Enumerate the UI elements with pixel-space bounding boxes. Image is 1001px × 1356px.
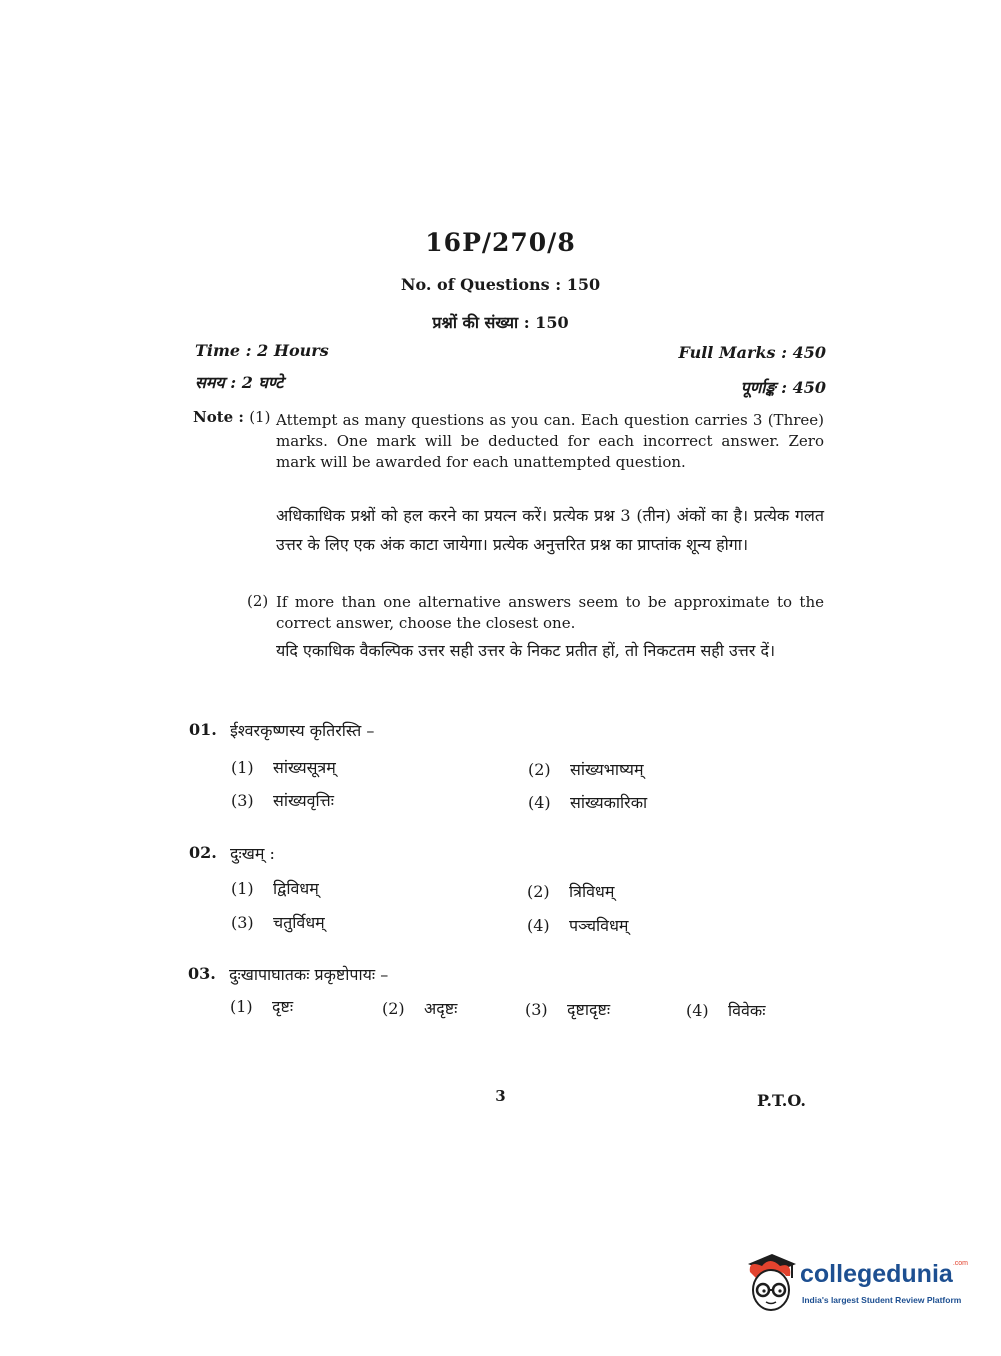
note-item1-hi: अधिकाधिक प्रश्नों को हल करने का प्रयत्न करें। प्रत्येक प्रश्न 3 (तीन) अंकों का है। प्रत्येक गलत उत्तर के लिए एक अंक काटा जायेगा। प्रत्येक अनुत्तरित प्रश्न का प्राप्तांक शून्य होगा। (276, 506, 824, 554)
pto-label: P.T.O. (757, 1091, 806, 1110)
option (686, 999, 765, 1021)
brand-name (800, 1260, 968, 1289)
note-item1-num: (1) (249, 408, 271, 426)
option-number: (2) (382, 999, 405, 1018)
option-number: (2) (527, 882, 550, 901)
note-item2-en: If more than one alternative answers seem to be approximate to the correct answer, choose the closest one. (276, 593, 824, 632)
full-marks-hi: पूर्णाङ्क : 450 (740, 378, 826, 397)
option-text: दृष्टः (272, 997, 294, 1016)
option-number: (3) (525, 1000, 548, 1019)
option (382, 997, 457, 1019)
option (528, 758, 644, 780)
num-questions-hi: प्रश्नों की संख्या : 150 (432, 313, 569, 332)
option-number: (1) (231, 758, 254, 777)
collegedunia-logo (742, 1250, 972, 1320)
time-en: Time : 2 Hours (195, 341, 329, 360)
option-text: चतुर्विधम् (273, 913, 325, 932)
note-label-text: Note : (193, 408, 244, 426)
option-text: दृष्टादृष्टः (567, 1000, 611, 1019)
option-number: (3) (231, 913, 254, 932)
brand-tagline: India's largest Student Review Platform (802, 1295, 962, 1305)
mascot-icon (742, 1250, 800, 1316)
full-marks-en: Full Marks : 450 (678, 343, 826, 362)
note-item2-num: (2) (247, 592, 269, 610)
option (231, 911, 325, 933)
option (527, 880, 614, 902)
question-text: ईश्वरकृष्णस्य कृतिरस्ति – (230, 721, 375, 740)
option (230, 995, 293, 1017)
option-number: (1) (230, 997, 253, 1016)
brand-suffix: .com (952, 1260, 968, 1267)
option (231, 877, 319, 899)
num-questions-en: No. of Questions : 150 (400, 275, 601, 294)
option (525, 998, 610, 1020)
option-number: (2) (528, 760, 551, 779)
brand-text: collegedunia (800, 1260, 953, 1288)
page-number: 3 (495, 1087, 506, 1105)
question-number: 01. (189, 720, 217, 739)
option-number: (4) (686, 1001, 709, 1020)
option-text: पञ्चविधम् (569, 916, 629, 935)
option-text: सांख्यभाष्यम् (570, 760, 644, 779)
question-number: 02. (189, 843, 217, 862)
note-label (193, 408, 270, 426)
option-number: (3) (231, 791, 254, 810)
option (231, 789, 334, 811)
option-number: (1) (231, 879, 254, 898)
option-text: सांख्यसूत्रम् (273, 758, 336, 777)
question-text: दुःखम् : (230, 844, 275, 863)
option-text: विवेकः (728, 1001, 766, 1020)
option-text: द्विविधम् (273, 879, 319, 898)
paper-code: 16P/270/8 (425, 228, 576, 257)
option (527, 914, 629, 936)
note-item2-hi: यदि एकाधिक वैकल्पिक उत्तर सही उत्तर के निकट प्रतीत हों, तो निकटतम सही उत्तर दें। (276, 641, 776, 660)
note-item1-en: Attempt as many questions as you can. Each question carries 3 (Three) marks. One mark will be deducted for each incorrect answer. Zero mark will be awarded for each unattempted question. (276, 411, 824, 471)
question-text: दुःखापाघातकः प्रकृष्टोपायः – (229, 965, 389, 984)
option-number: (4) (528, 793, 551, 812)
time-hi: समय : 2 घण्टे (195, 373, 284, 392)
option (528, 791, 647, 813)
option (231, 756, 336, 778)
option-text: त्रिविधम् (569, 882, 615, 901)
question-number: 03. (188, 964, 216, 983)
option-number: (4) (527, 916, 550, 935)
option-text: अदृष्टः (424, 999, 458, 1018)
option-text: सांख्यकारिका (570, 793, 648, 812)
option-text: सांख्यवृत्तिः (273, 791, 334, 810)
